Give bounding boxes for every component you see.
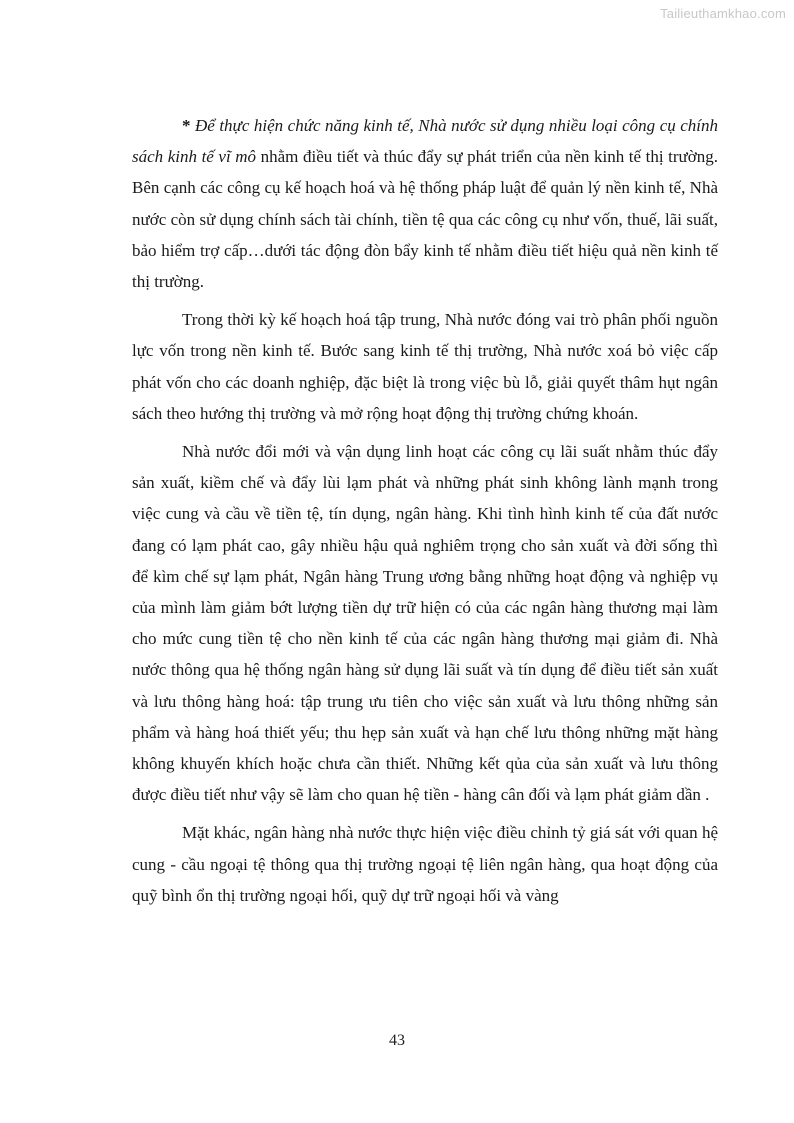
document-body — [132, 110, 718, 911]
paragraph-1-emphasis: Để thực hiện chức năng kinh tế, Nhà nước sử dụng nhiều loại công cụ chính sách kinh tế vĩ mô — [132, 116, 719, 167]
paragraph-1 — [132, 110, 718, 297]
page-number: 43 — [389, 1032, 405, 1049]
paragraph-2: Trong thời kỳ kế hoạch hoá tập trung, Nhà nước đóng vai trò phân phối nguồn lực vốn trong nền kinh tế. Bước sang kinh tế thị trường, Nhà nước xoá bỏ việc cấp phát vốn cho các doanh nghiệp, đặc biệt là trong việc bù lỗ, giải quyết thâm hụt ngân sách theo hướng thị trường và mở rộng hoạt động thị trường chứng khoán. — [132, 310, 718, 423]
bullet-star: * — [182, 116, 196, 135]
watermark-text: Tailieuthamkhao.com — [660, 6, 786, 21]
paragraph-4: Mặt khác, ngân hàng nhà nước thực hiện việc điều chỉnh tỷ giá sát với quan hệ cung - cầu ngoại tệ thông qua thị trường ngoại tệ liên ngân hàng, qua hoạt động của quỹ bình ổn thị trường ngoại hối, quỹ dự trữ ngoại hối và vàng — [132, 823, 718, 905]
paragraph-3: Nhà nước đổi mới và vận dụng linh hoạt các công cụ lãi suất nhằm thúc đẩy sản xuất, kiềm chế và đẩy lùi lạm phát và những phát sinh không lành mạnh trong việc cung và cầu về tiền tệ, tín dụng, ngân hàng. Khi tình hình kinh tế của đất nước đang có lạm phát cao, gây nhiều hậu quả nghiêm trọng cho sản xuất và đời sống thì để kìm chế sự lạm phát, Ngân hàng Trung ương bằng những hoạt động và nghiệp vụ của mình làm giảm bớt lượng tiền dự trữ hiện có của các ngân hàng thương mại làm cho mức cung tiền tệ cho nền kinh tế của các ngân hàng thương mại giảm đi. Nhà nước thông qua hệ thống ngân hàng sử dụng lãi suất và tín dụng để điều tiết sản xuất và lưu thông hàng hoá: tập trung ưu tiên cho việc sản xuất và lưu thông những sản phẩm và hàng hoá thiết yếu; thu hẹp sản xuất và hạn chế lưu thông những mặt hàng không khuyến khích hoặc chưa cần thiết. Những kết qủa của sản xuất và lưu thông được điều tiết như vậy sẽ làm cho quan hệ tiền - hàng cân đối và lạm phát giảm dần . — [132, 442, 718, 805]
paragraph-1-text: nhằm điều tiết và thúc đẩy sự phát triển của nền kinh tế thị trường. Bên cạnh các công cụ kế hoạch hoá và hệ thống pháp luật để quản lý nền kinh tế, Nhà nước còn sử dụng chính sách tài chính, tiền tệ qua các công cụ như vốn, thuế, lãi suất, bảo hiểm trợ cấp…dưới tác động đòn bẩy kinh tế nhằm điều tiết hiệu quả nền kinh tế thị trường. — [132, 147, 718, 292]
